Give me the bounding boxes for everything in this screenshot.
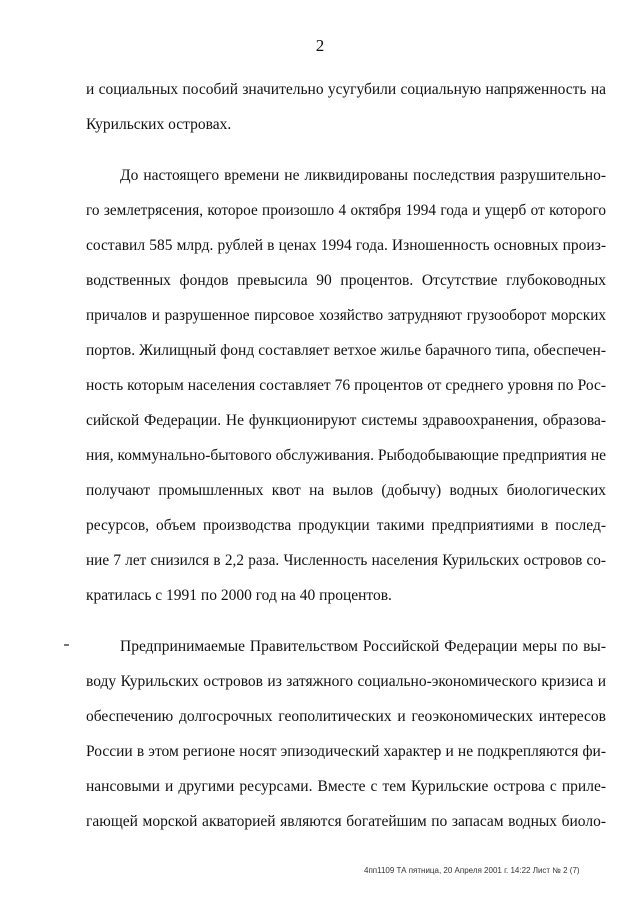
paragraph-1 bbox=[86, 72, 606, 142]
paragraph-2 bbox=[86, 158, 606, 613]
print-footer: 4пп1109 ТА пятница, 20 Апреля 2001 г. 14:22 Лист № 2 (7) bbox=[364, 866, 580, 875]
body-text bbox=[86, 72, 606, 839]
page-number: 2 bbox=[315, 36, 325, 55]
text-line: ресурсов, объем производства продукции такими предприятиями в послед- bbox=[86, 517, 606, 534]
text-line: составил 585 млрд. рублей в ценах 1994 года. Изношенность основных произ- bbox=[86, 237, 606, 254]
text-line: ние 7 лет снизился в 2,2 раза. Численность населения Курильских островов со- bbox=[86, 552, 606, 569]
text-line: водственных фондов превысила 90 процентов. Отсутствие глубоководных bbox=[86, 272, 606, 289]
text-line: Предпринимаемые Правительством Российской Федерации меры по вы- bbox=[120, 638, 606, 655]
text-line: ность которым населения составляет 76 процентов от среднего уровня по Рос- bbox=[86, 377, 606, 394]
text-line: го землетрясения, которое произошло 4 октября 1994 года и ущерб от которого bbox=[86, 202, 606, 219]
text-line: получают промышленных квот на вылов (добычу) водных биологических bbox=[86, 482, 606, 499]
text-line: сийской Федерации. Не функционируют системы здравоохранения, образова- bbox=[86, 412, 606, 429]
text-line: России в этом регионе носят эпизодический характер и не подкрепляются фи- bbox=[86, 743, 606, 760]
text-line: портов. Жилищный фонд составляет ветхое жилье барачного типа, обеспечен- bbox=[86, 342, 606, 359]
text-line: нансовыми и другими ресурсами. Вместе с тем Курильские острова с приле- bbox=[86, 778, 606, 795]
text-line: гающей морской акваторией являются богатейшим по запасам водных биоло- bbox=[86, 813, 606, 830]
paragraph-3 bbox=[86, 629, 606, 839]
text-line: обеспечению долгосрочных геополитических и геоэкономических интересов bbox=[86, 708, 606, 725]
text-line: Курильских островах. bbox=[86, 116, 232, 133]
text-line: ния, коммунально-бытового обслуживания. Рыбодобывающие предприятия не bbox=[86, 447, 606, 464]
text-line: и социальных пособий значительно усугубили социальную напряженность на bbox=[86, 81, 606, 98]
text-line: причалов и разрушенное пирсовое хозяйство затрудняют грузооборот морских bbox=[86, 307, 606, 324]
text-line: До настоящего времени не ликвидированы последствия разрушительно- bbox=[120, 167, 606, 184]
margin-mark bbox=[64, 644, 69, 646]
text-line: кратилась с 1991 по 2000 год на 40 процентов. bbox=[86, 587, 392, 604]
text-line: воду Курильских островов из затяжного социально-экономического кризиса и bbox=[86, 673, 606, 690]
